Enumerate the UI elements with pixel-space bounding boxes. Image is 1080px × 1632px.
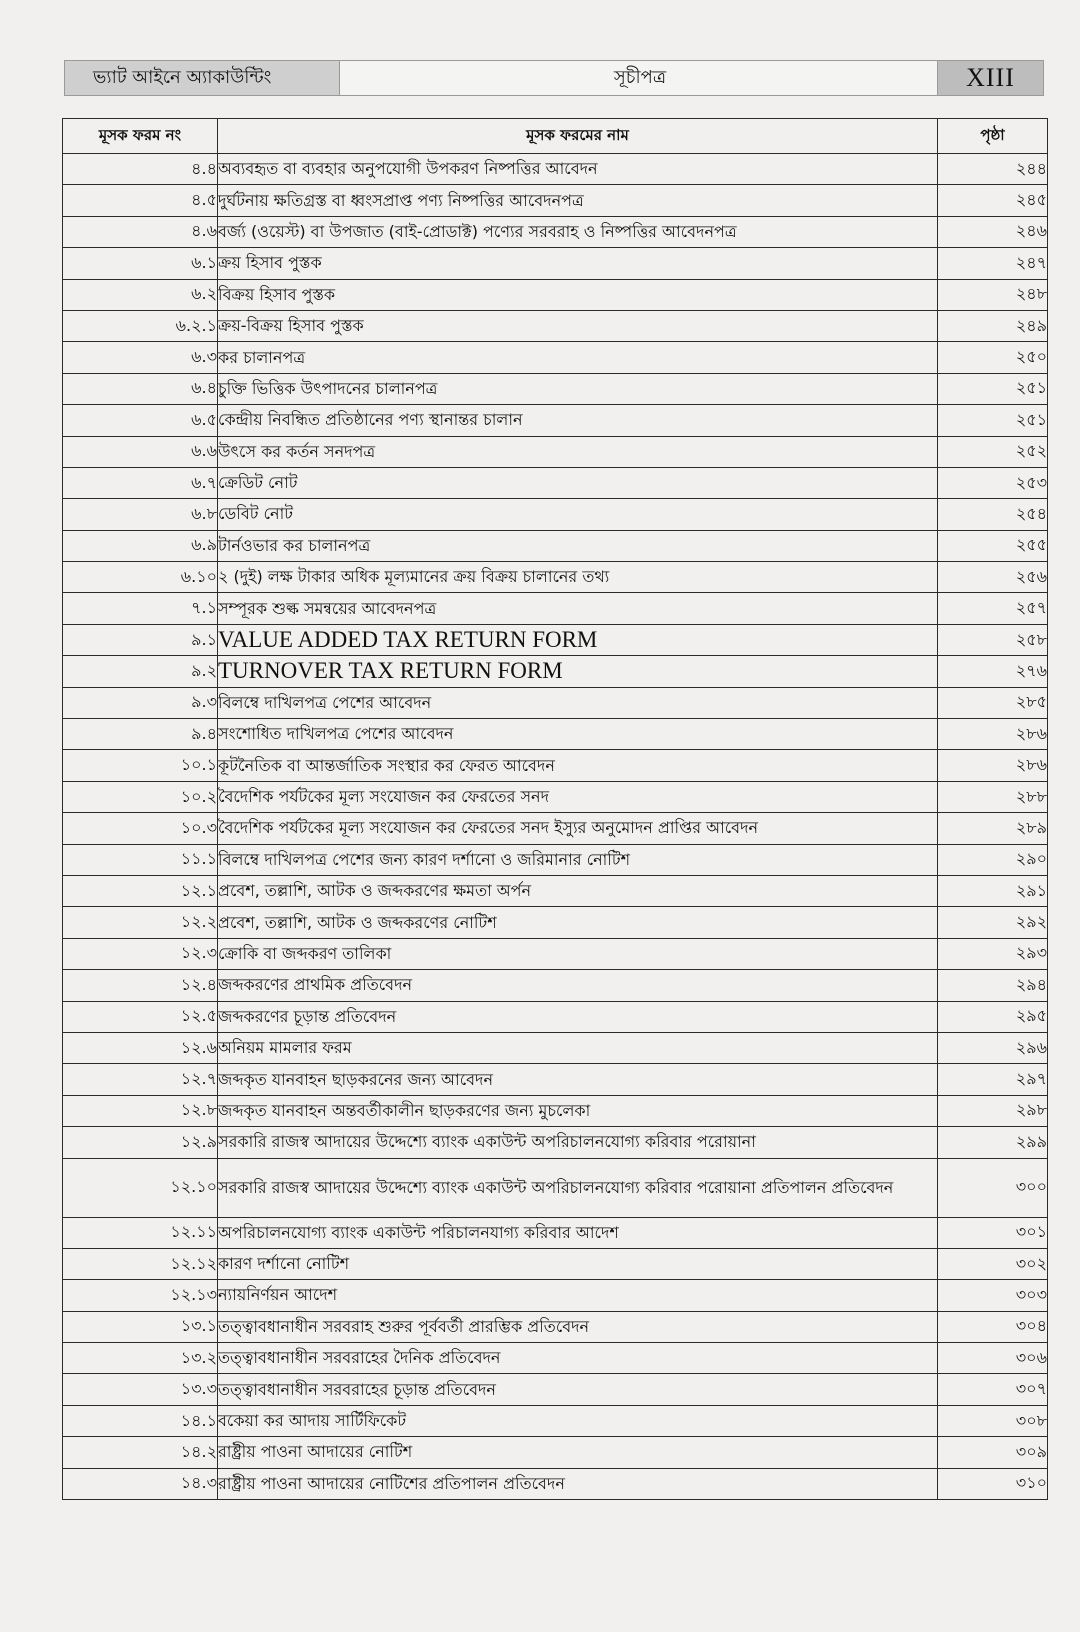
page-number-cell: ২৫৩: [938, 467, 1048, 498]
page-number-cell: ২৮৬: [938, 719, 1048, 750]
table-row: [63, 1158, 1048, 1217]
form-number-cell: ৬.২: [63, 279, 218, 310]
form-number-cell: ১৩.৩: [63, 1374, 218, 1405]
table-row: [63, 1217, 1048, 1248]
table-row: [63, 624, 1048, 655]
form-number-cell: ৯.১: [63, 624, 218, 655]
form-number-cell: ১৪.১: [63, 1405, 218, 1436]
page-number-cell: ৩১০: [938, 1468, 1048, 1499]
form-number-cell: ৬.৫: [63, 405, 218, 436]
form-number-cell: ১২.৪: [63, 970, 218, 1001]
form-number-cell: ১২.৬: [63, 1032, 218, 1063]
form-number-cell: ১২.৭: [63, 1064, 218, 1095]
form-name-cell: সংশোধিত দাখিলপত্র পেশের আবেদন: [218, 719, 938, 750]
form-name-cell: রাষ্ট্রীয় পাওনা আদায়ের নোটিশের প্রতিপালন প্রতিবেদন: [218, 1468, 938, 1499]
form-number-cell: ১২.১৩: [63, 1280, 218, 1311]
form-number-cell: ৬.৩: [63, 342, 218, 373]
page-number-cell: ২৪৫: [938, 185, 1048, 216]
form-number-cell: ১২.৫: [63, 1001, 218, 1032]
page-number-cell: ২৪৮: [938, 279, 1048, 310]
form-name-cell: জব্দকৃত যানবাহন ছাড়করনের জন্য আবেদন: [218, 1064, 938, 1095]
page-header: [64, 60, 1044, 96]
form-number-cell: ১৪.২: [63, 1437, 218, 1468]
form-number-cell: ১২.১২: [63, 1248, 218, 1279]
page-number-cell: ২৫৮: [938, 624, 1048, 655]
page-number-cell: ২৭৬: [938, 656, 1048, 687]
table-row: [63, 342, 1048, 373]
page-number-cell: ৩০০: [938, 1158, 1048, 1217]
table-row: [63, 750, 1048, 781]
form-number-cell: ১৪.৩: [63, 1468, 218, 1499]
table-row: [63, 656, 1048, 687]
table-row: [63, 499, 1048, 530]
form-name-cell: ন্যায়নির্ণয়ন আদেশ: [218, 1280, 938, 1311]
form-name-cell: TURNOVER TAX RETURN FORM: [218, 656, 938, 687]
form-name-cell: অব্যবহৃত বা ব্যবহার অনুপযোগী উপকরণ নিষ্পত্তির আবেদন: [218, 154, 938, 185]
form-name-cell: ক্রোকি বা জব্দকরণ তালিকা: [218, 938, 938, 969]
form-name-cell: সম্পূরক শুল্ক সমন্বয়ের আবেদনপত্র: [218, 593, 938, 624]
page-number-cell: ২৯৮: [938, 1095, 1048, 1126]
page-number-cell: ২৮৯: [938, 813, 1048, 844]
form-number-cell: ৬.২.১: [63, 310, 218, 341]
form-number-cell: ১২.৩: [63, 938, 218, 969]
form-name-cell: জব্দকরণের চূড়ান্ত প্রতিবেদন: [218, 1001, 938, 1032]
page-number-cell: ২৯৬: [938, 1032, 1048, 1063]
form-name-cell: ২ (দুই) লক্ষ টাকার অধিক মূল্যমানের ক্রয় বিক্রয় চালানের তথ্য: [218, 562, 938, 593]
page-number-cell: ২৫৭: [938, 593, 1048, 624]
table-row: [63, 1437, 1048, 1468]
table-row: [63, 813, 1048, 844]
form-name-cell: রাষ্ট্রীয় পাওনা আদায়ের নোটিশ: [218, 1437, 938, 1468]
form-number-cell: ৬.৬: [63, 436, 218, 467]
table-row: [63, 562, 1048, 593]
table-body: [63, 154, 1048, 1500]
form-name-cell: উৎসে কর কর্তন সনদপত্র: [218, 436, 938, 467]
page-number-cell: ২৪৭: [938, 248, 1048, 279]
book-title: ভ্যাট আইনে অ্যাকাউন্টিং: [65, 61, 340, 95]
form-name-cell: VALUE ADDED TAX RETURN FORM: [218, 624, 938, 655]
table-row: [63, 1095, 1048, 1126]
form-name-cell: টার্নওভার কর চালানপত্র: [218, 530, 938, 561]
form-name-cell: বকেয়া কর আদায় সার্টিফিকেট: [218, 1405, 938, 1436]
form-number-cell: ৬.৪: [63, 373, 218, 404]
form-name-cell: প্রবেশ, তল্লাশি, আটক ও জব্দকরণের ক্ষমতা অর্পন: [218, 875, 938, 906]
page-number-cell: ২৫১: [938, 373, 1048, 404]
table-row: [63, 310, 1048, 341]
page-number-cell: ২৮৮: [938, 781, 1048, 812]
page-number-cell: ৩০১: [938, 1217, 1048, 1248]
page-number-cell: ২৯২: [938, 907, 1048, 938]
form-number-cell: ৬.১০: [63, 562, 218, 593]
form-number-cell: ৪.৪: [63, 154, 218, 185]
form-name-cell: ক্রয় হিসাব পুস্তক: [218, 248, 938, 279]
form-number-cell: ৭.১: [63, 593, 218, 624]
page-number-cell: ৩০৮: [938, 1405, 1048, 1436]
form-number-cell: ১২.১১: [63, 1217, 218, 1248]
page-number-cell: ২৮৬: [938, 750, 1048, 781]
table-row: [63, 719, 1048, 750]
table-row: [63, 1248, 1048, 1279]
form-number-cell: ১০.১: [63, 750, 218, 781]
table-row: [63, 1343, 1048, 1374]
column-header-form-no: মূসক ফরম নং: [63, 119, 218, 154]
table-row: [63, 970, 1048, 1001]
form-name-cell: জব্দকরণের প্রাথমিক প্রতিবেদন: [218, 970, 938, 1001]
form-name-cell: দুর্ঘটনায় ক্ষতিগ্রস্ত বা ধ্বংসপ্রাপ্ত পণ্য নিষ্পত্তির আবেদনপত্র: [218, 185, 938, 216]
table-header-row: [63, 119, 1048, 154]
form-name-cell: ক্রয়-বিক্রয় হিসাব পুস্তক: [218, 310, 938, 341]
table-row: [63, 1032, 1048, 1063]
table-row: [63, 938, 1048, 969]
page-number-cell: ৩০৩: [938, 1280, 1048, 1311]
form-name-cell: অপরিচালনযোগ্য ব্যাংক একাউন্ট পরিচালনযাগ্য করিবার আদেশ: [218, 1217, 938, 1248]
form-name-cell: ডেবিট নোট: [218, 499, 938, 530]
table-row: [63, 593, 1048, 624]
page-number: XIII: [937, 61, 1043, 95]
column-header-page: পৃষ্ঠা: [938, 119, 1048, 154]
page-number-cell: ৩০৭: [938, 1374, 1048, 1405]
page-number-cell: ৩০৬: [938, 1343, 1048, 1374]
form-number-cell: ৯.২: [63, 656, 218, 687]
page-number-cell: ২৯৫: [938, 1001, 1048, 1032]
page-number-cell: ৩০২: [938, 1248, 1048, 1279]
page-number-cell: ২৪৬: [938, 216, 1048, 247]
page-number-cell: ২৪৯: [938, 310, 1048, 341]
form-name-cell: প্রবেশ, তল্লাশি, আটক ও জব্দকরণের নোটিশ: [218, 907, 938, 938]
table-row: [63, 687, 1048, 718]
page-number-cell: ২৯৩: [938, 938, 1048, 969]
form-number-cell: ৯.৩: [63, 687, 218, 718]
table-row: [63, 1468, 1048, 1499]
form-index-table: [62, 118, 1048, 1500]
table-row: [63, 875, 1048, 906]
page-number-cell: ২৪৪: [938, 154, 1048, 185]
column-header-form-name: মূসক ফরমের নাম: [218, 119, 938, 154]
table-row: [63, 907, 1048, 938]
page-number-cell: ৩০৯: [938, 1437, 1048, 1468]
form-name-cell: চুক্তি ভিত্তিক উৎপাদনের চালানপত্র: [218, 373, 938, 404]
form-number-cell: ১০.২: [63, 781, 218, 812]
form-number-cell: ৪.৬: [63, 216, 218, 247]
form-name-cell: কূটনৈতিক বা আন্তর্জাতিক সংস্থার কর ফেরত আবেদন: [218, 750, 938, 781]
page-number-cell: ২৫৪: [938, 499, 1048, 530]
form-number-cell: ৬.৮: [63, 499, 218, 530]
form-name-cell: বৈদেশিক পর্যটকের মূল্য সংযোজন কর ফেরতের সনদ ইস্যুর অনুমোদন প্রাপ্তির আবেদন: [218, 813, 938, 844]
page-number-cell: ২৫৫: [938, 530, 1048, 561]
page-number-cell: ২৫৬: [938, 562, 1048, 593]
form-number-cell: ১২.২: [63, 907, 218, 938]
section-title: সূচীপত্র: [340, 61, 940, 95]
table-row: [63, 467, 1048, 498]
page-number-cell: ২৯৪: [938, 970, 1048, 1001]
form-number-cell: ১২.১০: [63, 1158, 218, 1217]
page-number-cell: ২৯০: [938, 844, 1048, 875]
form-name-cell: জব্দকৃত যানবাহন অন্তবর্তীকালীন ছাড়করণের জন্য মুচলেকা: [218, 1095, 938, 1126]
page-number-cell: ২৯৯: [938, 1127, 1048, 1158]
form-number-cell: ১৩.২: [63, 1343, 218, 1374]
form-name-cell: অনিয়ম মামলার ফরম: [218, 1032, 938, 1063]
form-number-cell: ৯.৪: [63, 719, 218, 750]
table-row: [63, 1001, 1048, 1032]
form-number-cell: ১২.৯: [63, 1127, 218, 1158]
form-name-cell: বর্জ্য (ওয়েস্ট) বা উপজাত (বাই-প্রোডাক্ট) পণ্যের সরবরাহ ও নিষ্পত্তির আবেদনপত্র: [218, 216, 938, 247]
form-number-cell: ১৩.১: [63, 1311, 218, 1342]
table-row: [63, 216, 1048, 247]
form-number-cell: ৬.৭: [63, 467, 218, 498]
table-row: [63, 154, 1048, 185]
table-row: [63, 279, 1048, 310]
form-number-cell: ৬.৯: [63, 530, 218, 561]
table-row: [63, 844, 1048, 875]
table-row: [63, 373, 1048, 404]
page-number-cell: ২৫২: [938, 436, 1048, 467]
form-name-cell: বিলম্বে দাখিলপত্র পেশের আবেদন: [218, 687, 938, 718]
form-name-cell: সরকারি রাজস্ব আদায়ের উদ্দেশ্যে ব্যাংক একাউন্ট অপরিচালনযোগ্য করিবার পরোয়ানা: [218, 1127, 938, 1158]
page-number-cell: ২৫০: [938, 342, 1048, 373]
page-number-cell: ২৮৫: [938, 687, 1048, 718]
table-row: [63, 1374, 1048, 1405]
form-number-cell: ৪.৫: [63, 185, 218, 216]
table-row: [63, 1127, 1048, 1158]
table-row: [63, 781, 1048, 812]
form-name-cell: সরকারি রাজস্ব আদায়ের উদ্দেশ্যে ব্যাংক একাউন্ট অপরিচালনযোগ্য করিবার পরোয়ানা প্রতিপালন প্রতিবেদন: [218, 1158, 938, 1217]
table-row: [63, 436, 1048, 467]
form-number-cell: ১১.১: [63, 844, 218, 875]
page-number-cell: ২৫১: [938, 405, 1048, 436]
table-row: [63, 248, 1048, 279]
form-name-cell: কারণ দর্শানো নোটিশ: [218, 1248, 938, 1279]
form-number-cell: ৬.১: [63, 248, 218, 279]
table-row: [63, 1064, 1048, 1095]
form-name-cell: কেন্দ্রীয় নিবন্ধিত প্রতিষ্ঠানের পণ্য স্থানান্তর চালান: [218, 405, 938, 436]
page-number-cell: ২৯৭: [938, 1064, 1048, 1095]
form-name-cell: তত্ত্বাবধানাধীন সরবরাহ শুরুর পূর্ববর্তী প্রারম্ভিক প্রতিবেদন: [218, 1311, 938, 1342]
table-row: [63, 405, 1048, 436]
table-row: [63, 1311, 1048, 1342]
table-row: [63, 1280, 1048, 1311]
table-row: [63, 1405, 1048, 1436]
form-number-cell: ১২.৮: [63, 1095, 218, 1126]
form-number-cell: ১২.১: [63, 875, 218, 906]
form-name-cell: বিলম্বে দাখিলপত্র পেশের জন্য কারণ দর্শানো ও জরিমানার নোটিশ: [218, 844, 938, 875]
form-name-cell: বৈদেশিক পর্যটকের মূল্য সংযোজন কর ফেরতের সনদ: [218, 781, 938, 812]
page-number-cell: ২৯১: [938, 875, 1048, 906]
form-name-cell: কর চালানপত্র: [218, 342, 938, 373]
form-name-cell: তত্ত্বাবধানাধীন সরবরাহের চূড়ান্ত প্রতিবেদন: [218, 1374, 938, 1405]
form-number-cell: ১০.৩: [63, 813, 218, 844]
page-number-cell: ৩০৪: [938, 1311, 1048, 1342]
form-name-cell: তত্ত্বাবধানাধীন সরবরাহের দৈনিক প্রতিবেদন: [218, 1343, 938, 1374]
table-row: [63, 185, 1048, 216]
form-name-cell: বিক্রয় হিসাব পুস্তক: [218, 279, 938, 310]
form-name-cell: ক্রেডিট নোট: [218, 467, 938, 498]
table-row: [63, 530, 1048, 561]
